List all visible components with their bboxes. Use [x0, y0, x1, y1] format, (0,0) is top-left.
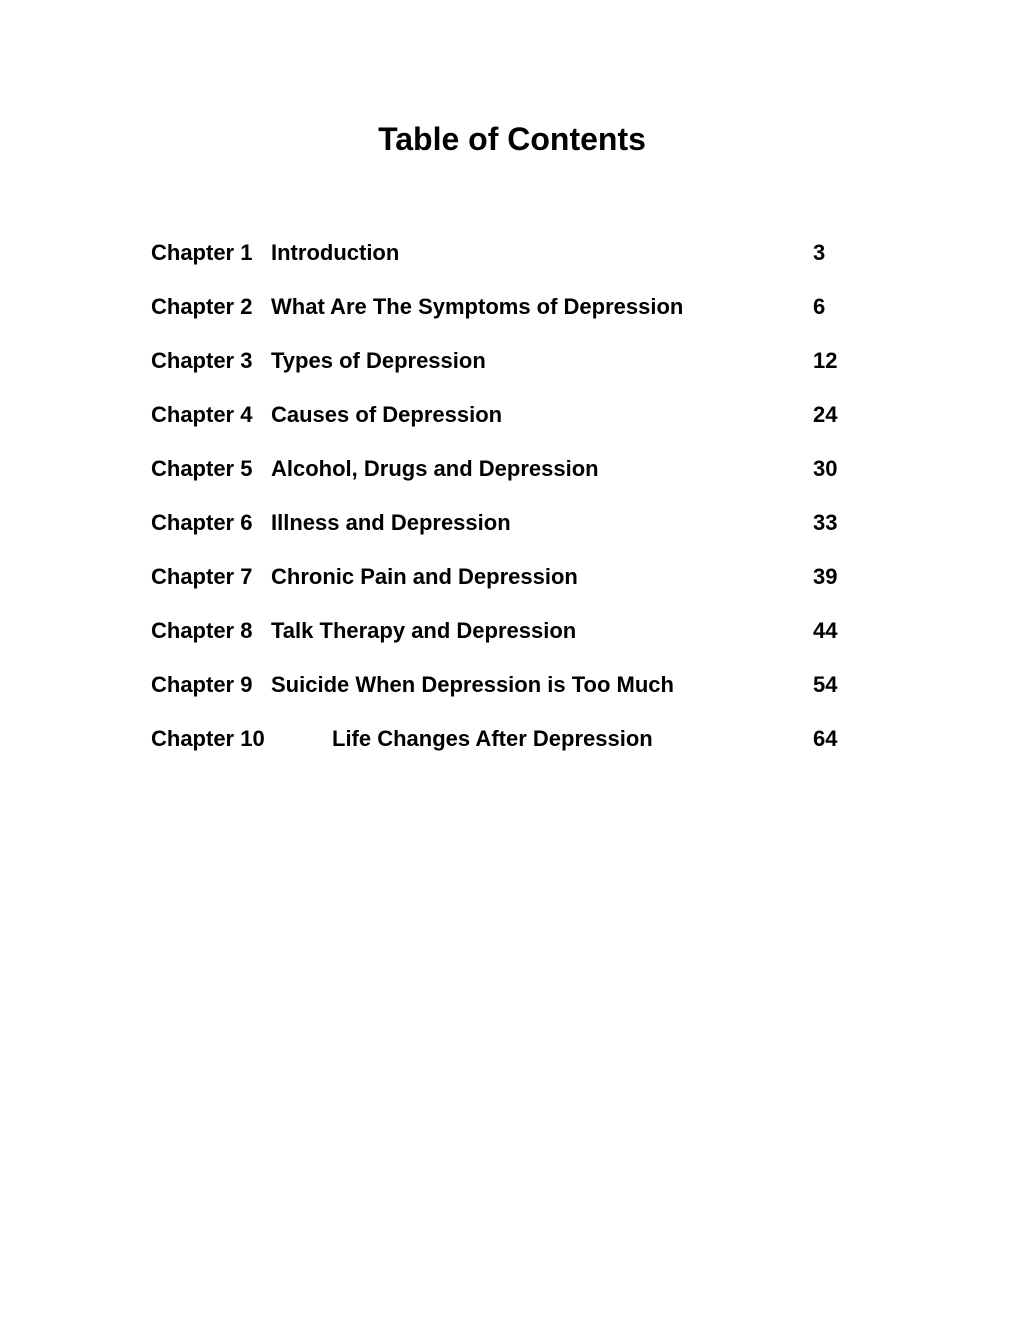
- toc-chapter-heading: Talk Therapy and Depression: [271, 618, 577, 643]
- toc-chapter-heading: Causes of Depression: [271, 402, 503, 427]
- toc-page-number: 6: [813, 294, 826, 319]
- toc-chapter-label: Chapter 3: [151, 348, 253, 373]
- toc-chapter-label: Chapter 7: [151, 564, 253, 589]
- toc-chapter-label: Chapter 8: [151, 618, 253, 643]
- toc-chapter-heading: Life Changes After Depression: [332, 726, 653, 751]
- toc-entry: [151, 562, 871, 616]
- toc-entry: [151, 346, 871, 400]
- toc-page-number: 44: [813, 618, 838, 643]
- toc-entry: [151, 724, 871, 778]
- toc-chapter-label: Chapter 1: [151, 240, 253, 265]
- toc-chapter-label: Chapter 2: [151, 294, 253, 319]
- toc-entry: [151, 238, 871, 292]
- toc-chapter-heading: What Are The Symptoms of Depression: [271, 294, 684, 319]
- toc-chapter-heading: Illness and Depression: [271, 510, 511, 535]
- toc-chapter-label: Chapter 9: [151, 672, 253, 697]
- toc-chapter-label: Chapter 10: [151, 726, 265, 751]
- toc-entry: [151, 670, 871, 724]
- toc-page-number: 39: [813, 564, 838, 589]
- toc-chapter-heading: Suicide When Depression is Too Much: [271, 672, 674, 697]
- toc-chapter-label: Chapter 4: [151, 402, 253, 427]
- toc-chapter-heading: Introduction: [271, 240, 400, 265]
- toc-entry: [151, 454, 871, 508]
- toc-page-number: 64: [813, 726, 838, 751]
- toc-entry: [151, 292, 871, 346]
- toc-page-number: 3: [813, 240, 826, 265]
- page-title: Table of Contents: [378, 121, 646, 157]
- toc-page-number: 33: [813, 510, 838, 535]
- toc-chapter-heading: Alcohol, Drugs and Depression: [271, 456, 599, 481]
- toc-page-number: 54: [813, 672, 838, 697]
- toc-entry: [151, 616, 871, 670]
- toc-list: [151, 238, 871, 778]
- toc-entry: [151, 508, 871, 562]
- toc-page-number: 12: [813, 348, 838, 373]
- toc-entry: [151, 400, 871, 454]
- toc-page-number: 24: [813, 402, 838, 427]
- toc-page-number: 30: [813, 456, 838, 481]
- toc-chapter-label: Chapter 5: [151, 456, 253, 481]
- toc-chapter-heading: Types of Depression: [271, 348, 486, 373]
- toc-chapter-heading: Chronic Pain and Depression: [271, 564, 578, 589]
- toc-chapter-label: Chapter 6: [151, 510, 253, 535]
